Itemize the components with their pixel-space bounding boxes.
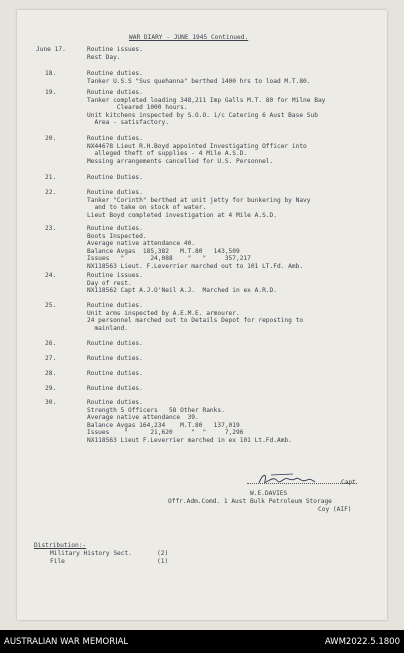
entry-date: 30. [45, 399, 57, 406]
entry-line: Strength 5 Officers 58 Other Ranks. [87, 406, 225, 414]
handwritten-signature [257, 471, 317, 487]
entry-date: 18. [45, 70, 57, 77]
entry-date: 21. [45, 174, 57, 181]
entry-line: NX44678 Lieut R.H.Boyd appointed Investigating Officer into [87, 142, 307, 150]
entry-line: Lieut Boyd completed investigation at 4 Mile A.S.D. [87, 211, 277, 219]
entry-line: 24 personnel marched out to Details Depot for reposting to [87, 317, 304, 325]
entry-line: NX118563 Lieut F.Leverrier marched in ex 101 Lt.Fd.Amb. [87, 437, 292, 444]
entry-line: NX118562 Capt A.J.O'Neil A.J. Marched in ex A.R.D. [87, 287, 277, 295]
entry-line: NX118563 Lieut. F.Leverrier marched out to 101 LT.Fd. Amb. [87, 263, 304, 270]
entry-line: Tanker U.S.S "Sus quehanna" berthed 1400 hrs to load M.T.80. [87, 77, 311, 85]
archive-name: AUSTRALIAN WAR MEMORIAL [4, 637, 129, 647]
entry-line: Issues " 21,620 " " 7,296 [87, 429, 244, 437]
entry-line: Routine duties. [87, 135, 143, 142]
signature-unit: Coy (AIF) [318, 506, 352, 513]
distribution-item-label: File [50, 558, 65, 565]
document-page [17, 10, 387, 620]
entry-date: 20. [45, 135, 57, 142]
entry-line: Routine duties. [87, 355, 143, 362]
entry-line: Area - satisfactory. [87, 119, 169, 127]
signature-role: Offr.Adm.Comd. 1 Aust Bulk Petroleum Storage [168, 498, 332, 505]
entry-line: Routine duties. [87, 89, 143, 96]
entry-date: 19. [45, 89, 57, 96]
entry-line: Routine duties. [87, 225, 143, 232]
signature-name: W.E.DAVIES [250, 490, 288, 497]
entry-date: 25. [45, 302, 57, 309]
entry-line: Routine duties. [87, 302, 143, 309]
entry-date: 28. [45, 370, 57, 377]
entry-line: Routine issues. [87, 46, 143, 53]
entry-date: 27. [45, 355, 57, 362]
entry-date: 26. [45, 340, 57, 347]
entry-date: 29. [45, 385, 57, 392]
distribution-heading: Distribution:- [34, 542, 87, 549]
entry-line: Balance Avgas 185,382 M.T.80 143,509 [87, 247, 240, 255]
entry-line: Balance Avgas 164,234 M.T.80 137,019 [87, 421, 240, 429]
entry-line: Routine Duties. [87, 174, 143, 181]
distribution-item-label: Military History Sect. [50, 550, 132, 557]
entry-line: Routine duties. [87, 189, 143, 196]
entry-line: Routine duties. [87, 70, 143, 77]
entry-line: Cleared 1000 hours. [87, 104, 188, 112]
entry-line: and to take on stock of water. [87, 204, 207, 212]
entry-line: Unit arms inspected by A.E.M.E. armourer. [87, 309, 240, 317]
entry-line: mainland. [87, 324, 128, 332]
archive-reference: AWM2022.5.1800 [324, 637, 400, 647]
archive-footer-bar [0, 630, 404, 653]
entry-line: Rest Day. [87, 53, 121, 61]
entry-date: 22. [45, 189, 57, 196]
entry-line: Tanker "Corinth" berthed at unit jetty for bunkering by Navy [87, 196, 311, 204]
distribution-item-count: (1) [157, 558, 169, 565]
entry-line: Unit kitchens inspected by S.O.O. i/c Catering 6 Aust Base Sub [87, 111, 318, 119]
entry-line: alleged theft of supplies - 4 Mile A.S.D. [87, 150, 248, 158]
entry-line: Tanker completed loading 348,211 Imp Galls M.T. 80 for Milne Bay [87, 96, 326, 104]
entry-line: Average native attendance 40. [87, 240, 196, 248]
entry-line: Messing arrangements cancelled for U.S. Personnel. [87, 157, 274, 165]
entry-line: Routine duties. [87, 370, 143, 377]
entry-date: 23. [45, 225, 57, 232]
diary-title: WAR DIARY - JUNE 1945 Continued. [129, 34, 249, 41]
entry-line: Average native attendance 39. [87, 414, 199, 422]
entry-line: Day of rest. [87, 279, 132, 287]
signature-rank: Capt [341, 479, 356, 486]
entry-date: June 17. [36, 46, 66, 53]
entry-line: Routine duties. [87, 385, 143, 392]
entry-line: Boots Inspected. [87, 232, 147, 240]
entry-date: 24. [45, 272, 57, 279]
distribution-item-count: (2) [157, 550, 169, 557]
entry-line: Routine duties. [87, 340, 143, 347]
entry-line: Routine duties. [87, 399, 143, 406]
entry-line: Issues " 24,088 " " 357,217 [87, 255, 251, 263]
entry-line: Routine issues. [87, 272, 143, 279]
